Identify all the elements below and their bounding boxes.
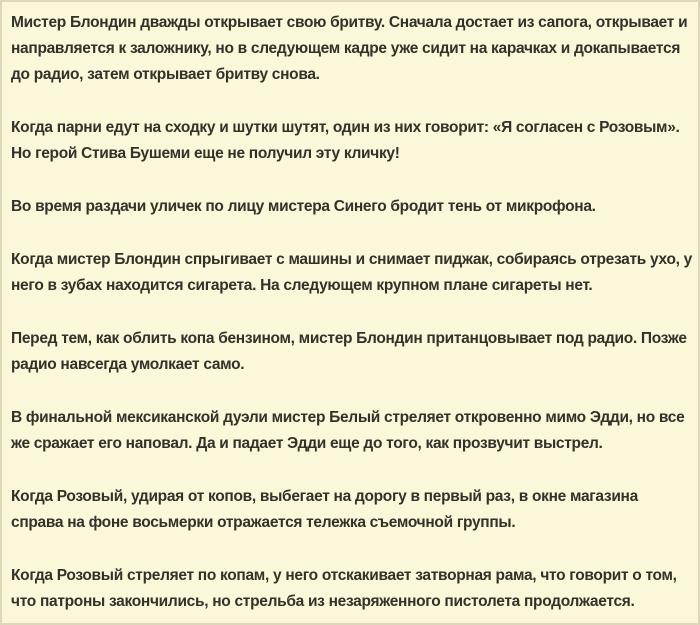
- text-line: до радио, затем открывает бритву снова.: [11, 66, 320, 83]
- text-line: направляется к заложнику, но в следующем кадре уже сидит на карачках и докапывается: [11, 40, 681, 57]
- text-line: что патроны закончились, но стрельба из незаряженного пистолета продолжается.: [11, 593, 635, 610]
- text-line: В финальной мексиканской дуэли мистер Белый стреляет откровенно мимо Эдди, но все: [11, 409, 685, 426]
- text-line: же сражает его наповал. Да и падает Эдди еще до того, как прозвучит выстрел.: [11, 435, 603, 452]
- goof-paragraph-cigarette: [11, 247, 690, 299]
- goof-paragraph-microphone-shadow: [11, 194, 690, 220]
- text-line: него в зубах находится сигарета. На следующем крупном плане сигареты нет.: [11, 277, 593, 294]
- text-line: Перед тем, как облить копа бензином, мистер Блондин пританцовывает под радио. Позже: [11, 330, 687, 347]
- text-line: Когда Розовый, удирая от копов, выбегает на дорогу в первый раз, в окне магазина: [11, 488, 638, 505]
- goof-paragraph-film-crew: [11, 484, 690, 536]
- goof-paragraph-radio: [11, 326, 690, 378]
- goof-paragraph-duel: [11, 405, 690, 457]
- text-line: Но герой Стива Бушеми еще не получил эту кличку!: [11, 145, 400, 162]
- goof-paragraph-pistol: [11, 563, 690, 615]
- text-line: Когда мистер Блондин спрыгивает с машины и снимает пиджак, собираясь отрезать ухо, у: [11, 251, 692, 268]
- goof-paragraph-nickname: [11, 115, 690, 167]
- goof-paragraph-razor: [11, 10, 690, 88]
- text-line: Когда Розовый стреляет по копам, у него отскакивает затворная рама, что говорит о том,: [11, 567, 677, 584]
- text-line: Во время раздачи уличек по лицу мистера Синего бродит тень от микрофона.: [11, 198, 596, 215]
- text-line: Когда парни едут на сходку и шутки шутят, один из них говорит: «Я согласен с Розовым».: [11, 119, 680, 136]
- text-line: радио навсегда умолкает само.: [11, 356, 245, 373]
- text-line: справа на фоне восьмерки отражается тележка съемочной группы.: [11, 514, 516, 531]
- text-line: Мистер Блондин дважды открывает свою бритву. Сначала достает из сапога, открывает и: [11, 14, 688, 31]
